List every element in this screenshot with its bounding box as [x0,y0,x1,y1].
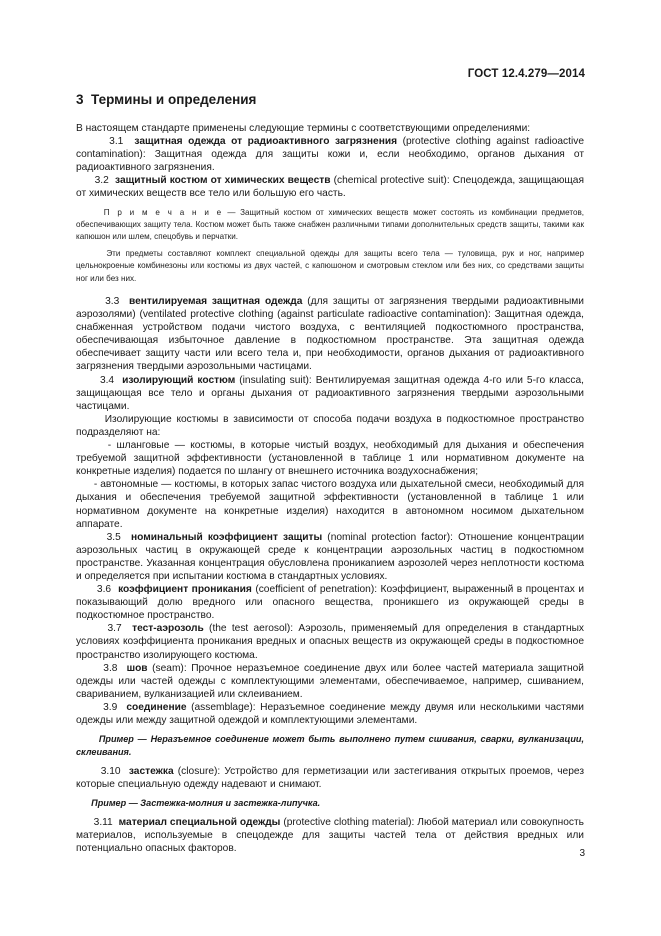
note-text-2: Эти предметы составляют комплект специальной одежды для защиты всего тела — туловища, рук и ног, например цельнокроеные комбинезоны или костюмы из двух частей, с капюшоном и смотровым стеклом или без них, со средствами защиты ног или без них. [76,248,584,283]
term-3-4 [76,374,584,413]
section-title-text: Термины и определения [91,92,257,107]
term-3-8 [76,662,584,701]
term-number: 3.4 [99,374,115,386]
insulating-intro [76,413,584,439]
term-name: вентилируемая защитная одежда [128,296,303,307]
term-name: тест-аэрозоль [132,623,204,635]
example-2 [76,797,584,810]
term-number: 3.1 [109,136,124,148]
term-definition: (для защиты от загрязнения твердыми радиоактивными аэрозолями) (ventilated protective clothing (against particulate radioactive contamination): Защитная одежда, снабженная устройством подачи чистого воздуха, с вентиляцией подкостюмного пространства, обеспечивающая избыточное давление в подкостюмном пространстве. Эта защитная одежда обеспечивает защиту части или всего тела и, при необходимости, органов дыхания от радиоактивного загрязнения твердыми аэрозольными частицами. [76,296,584,373]
term-name: застежка [128,765,174,777]
intro-paragraph [76,122,584,135]
insulating-auto-text: - автономные — костюмы, в которых запас чистого воздуха или дыхательной смеси, необходимый для дыхания и обеспечения требуемой защитной эффективности (установленной в таблице 1 или нормативном документе на конкретные изделия) находится в автономном носимом дыхательном аппарате. [76,479,584,530]
term-name: защитный костюм от химических веществ [115,175,331,187]
standard-code: ГОСТ 12.4.279—2014 [467,68,585,80]
term-name: соединение [126,701,187,713]
insulating-hose-text: - шланговые — костюмы, в которые чистый воздух, необходимый для дыхания и обеспечения требуемой защитной эффективности (установленной в таблице 1 или нормативном документе на конкретные изделия) подается по шлангу от внешнего источника воздухоснабжения; [76,440,584,478]
note-block-2 [76,248,584,285]
term-name: материал специальной одежды [118,817,281,828]
insulating-auto [76,478,584,530]
page-number: 3 [579,848,585,859]
section-title [76,92,584,107]
page-content [76,92,584,855]
term-definition: (closure): Устройство для герметизации или застегивания открытых проемов, через которые специальную одежду надевают и снимают. [76,765,585,790]
term-definition: (protective clothing material): Любой материал или совокупность материалов, используемые в спецодежде для защиты частей тела от действия вредных или потенциально опасных факторов. [76,817,584,855]
term-name: изолирующий костюм [122,374,236,386]
term-number: 3.7 [107,623,122,635]
term-definition: (chemical protective suit): Спецодежда, защищающая от химических веществ все тело или большую его часть. [76,175,584,200]
example-1 [76,733,584,759]
insulating-hose [76,439,584,478]
term-3-1 [76,135,584,174]
term-name: номинальный коэффициент защиты [131,531,323,543]
intro-text: В настоящем стандарте применены следующие термины с соответствующими определениями: [76,123,531,134]
section-number: 3 [76,92,84,107]
term-3-9 [76,701,584,727]
note-block [76,207,584,244]
term-number: 3.5 [106,531,121,543]
term-name: шов [126,662,148,674]
term-definition: (protective clothing against radioactive contamination): Защитная одежда для защиты кожи и, если необходимо, органов дыхания от радиоактивного загрязнения. [76,136,584,174]
note-label: П р и м е ч а н и е [103,207,223,217]
term-number: 3.8 [103,662,118,674]
note-text-1: — Защитный костюм от химических веществ может состоять из комбинации предметов, обеспечивающих защиту тела. Костюм может быть также снабжен различными типами дополнительных средств защиты, такими как капюшон или шлем, спецобувь и перчатки. [76,207,585,242]
example-2-text: Пример — Застежка-молния и застежка-липучка. [91,798,321,809]
term-3-7 [76,622,584,661]
term-definition: (the test aerosol): Аэрозоль, применяемый для определения в стандартных условиях коэффициента проникания вредных и опасных веществ из окружающей среды в подкостюмное пространство изолирующего костюма. [76,623,584,661]
insulating-intro-text: Изолирующие костюмы в зависимости от способа подачи воздуха в подкостюмное пространство подразделяют на: [76,413,585,438]
term-name: защитная одежда от радиоактивного загрязнения [134,136,398,148]
term-number: 3.11 [93,817,113,828]
term-number: 3.3 [105,296,120,307]
term-definition: (seam): Прочное неразъемное соединение двух или более частей материала защитной одежды или частей одежды с комплектующими элементами, обеспечиваемое, например, сшиванием, свариванием, вулканизацией или склеиванием. [76,662,584,700]
term-3-6 [76,583,584,622]
term-3-2 [76,174,584,200]
example-1-text: Пример — Неразъемное соединение может быть выполнено путем сшивания, сварки, вулканизации, склеивания. [76,734,584,757]
term-name: коэффициент проникания [118,584,252,596]
term-definition: (coefficient of penetration): Коэффициент, выраженный в процентах и показывающий долю вредного или опасного вещества, проникшего из окружающей среды в подкостюмное пространство. [76,584,585,622]
term-number: 3.6 [96,584,112,596]
term-number: 3.2 [94,175,109,187]
term-3-11 [76,816,584,855]
term-definition: (insulating suit): Вентилируемая защитная одежда 4-го или 5-го класса, защищающая все тело и органы дыхания от радиоактивного загрязнения твердыми аэрозольными частицами. [76,374,584,412]
term-number: 3.9 [103,701,118,713]
term-number: 3.10 [100,765,121,777]
term-3-5 [76,531,584,583]
term-3-10 [76,765,584,791]
term-definition: (nominal protection factor): Отношение концентрации аэрозольных частиц в окружающей среде к концентрации аэрозольных частиц в подкостюмном пространстве. Указанная концентрация обусловлена проникanием аэрозолей через неплотности костюма и определяется при испытании костюма в стандартных условиях. [76,531,585,582]
term-3-3 [76,295,584,374]
term-definition: (assemblage): Неразъемное соединение между двумя или несколькими частями одежды или между защитной одеждой и комплектующими элементами. [76,701,584,726]
